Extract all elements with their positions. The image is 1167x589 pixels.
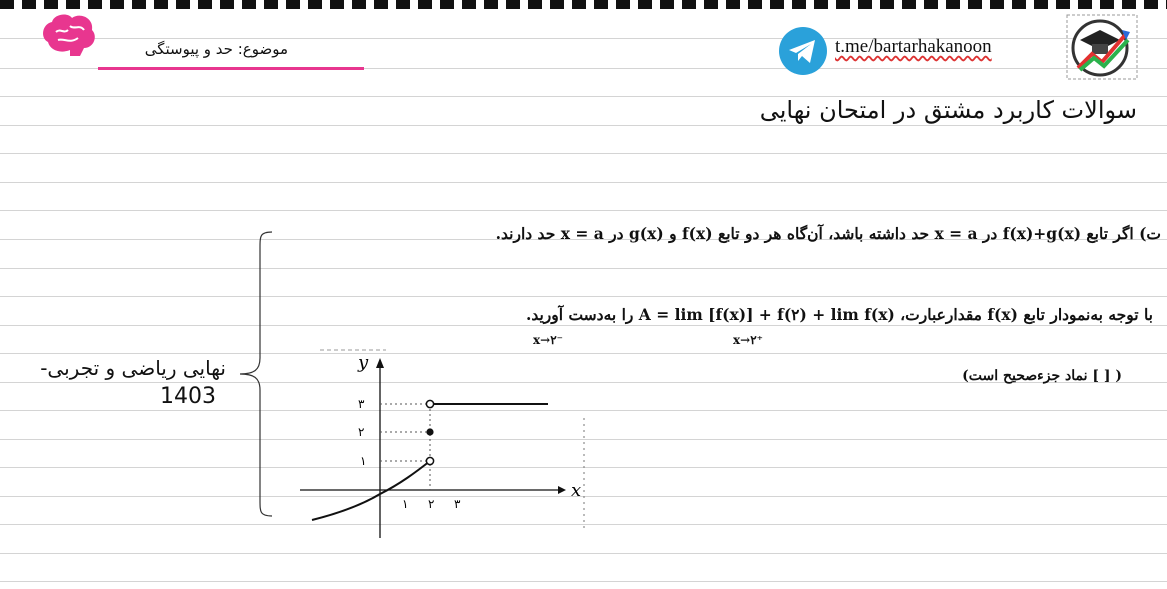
y-tick-2: ۲: [358, 425, 365, 439]
open-point-bottom: [426, 457, 433, 464]
open-point-top: [426, 400, 433, 407]
question-1: ت) اگر تابع (f(x)+g(x در x = a حد داشته باشد، آن‌گاه هر دو تابع (f(x و (g(x در x = a حد دارند.: [495, 224, 1161, 243]
x-axis-label: x: [571, 480, 582, 501]
limit-subscript-right: x→۲⁺: [733, 333, 763, 347]
top-dashed-border: [0, 0, 1167, 9]
telegram-link[interactable]: t.me/bartarhakanoon: [835, 36, 992, 57]
page-title: سوالات کاربرد مشتق در امتحان نهایی: [759, 96, 1137, 124]
floor-function-note: ( [ ] نماد جزءصحیح است): [962, 368, 1122, 384]
source-label: نهایی ریاضی و تجربی-: [40, 356, 226, 380]
source-year: 1403: [160, 384, 216, 409]
x-tick-3: ۳: [454, 497, 461, 511]
limit-subscript-left: x→۲⁻: [533, 333, 563, 347]
x-tick-1: ۱: [402, 497, 409, 511]
function-graph: [296, 344, 596, 544]
y-tick-1: ۱: [360, 454, 367, 468]
x-tick-2: ۲: [428, 497, 435, 511]
y-tick-3: ۳: [358, 397, 365, 411]
telegram-icon[interactable]: [778, 26, 828, 76]
brain-icon: [40, 12, 98, 62]
curly-brace: [236, 228, 276, 520]
question-2: با توجه به‌نمودار تابع (f(x مقدارعبارت، A = lim [f(x)] + f(۲) + lim f(x) را به‌دست آورید.: [525, 305, 1153, 324]
topic-header: [40, 12, 330, 70]
filled-point: [426, 428, 433, 435]
topic-title: موضوع: حد و پیوستگی: [144, 40, 288, 58]
topic-underline: [98, 67, 364, 70]
graduation-cap-growth-logo: [1066, 14, 1138, 80]
y-axis-label: y: [358, 352, 369, 373]
